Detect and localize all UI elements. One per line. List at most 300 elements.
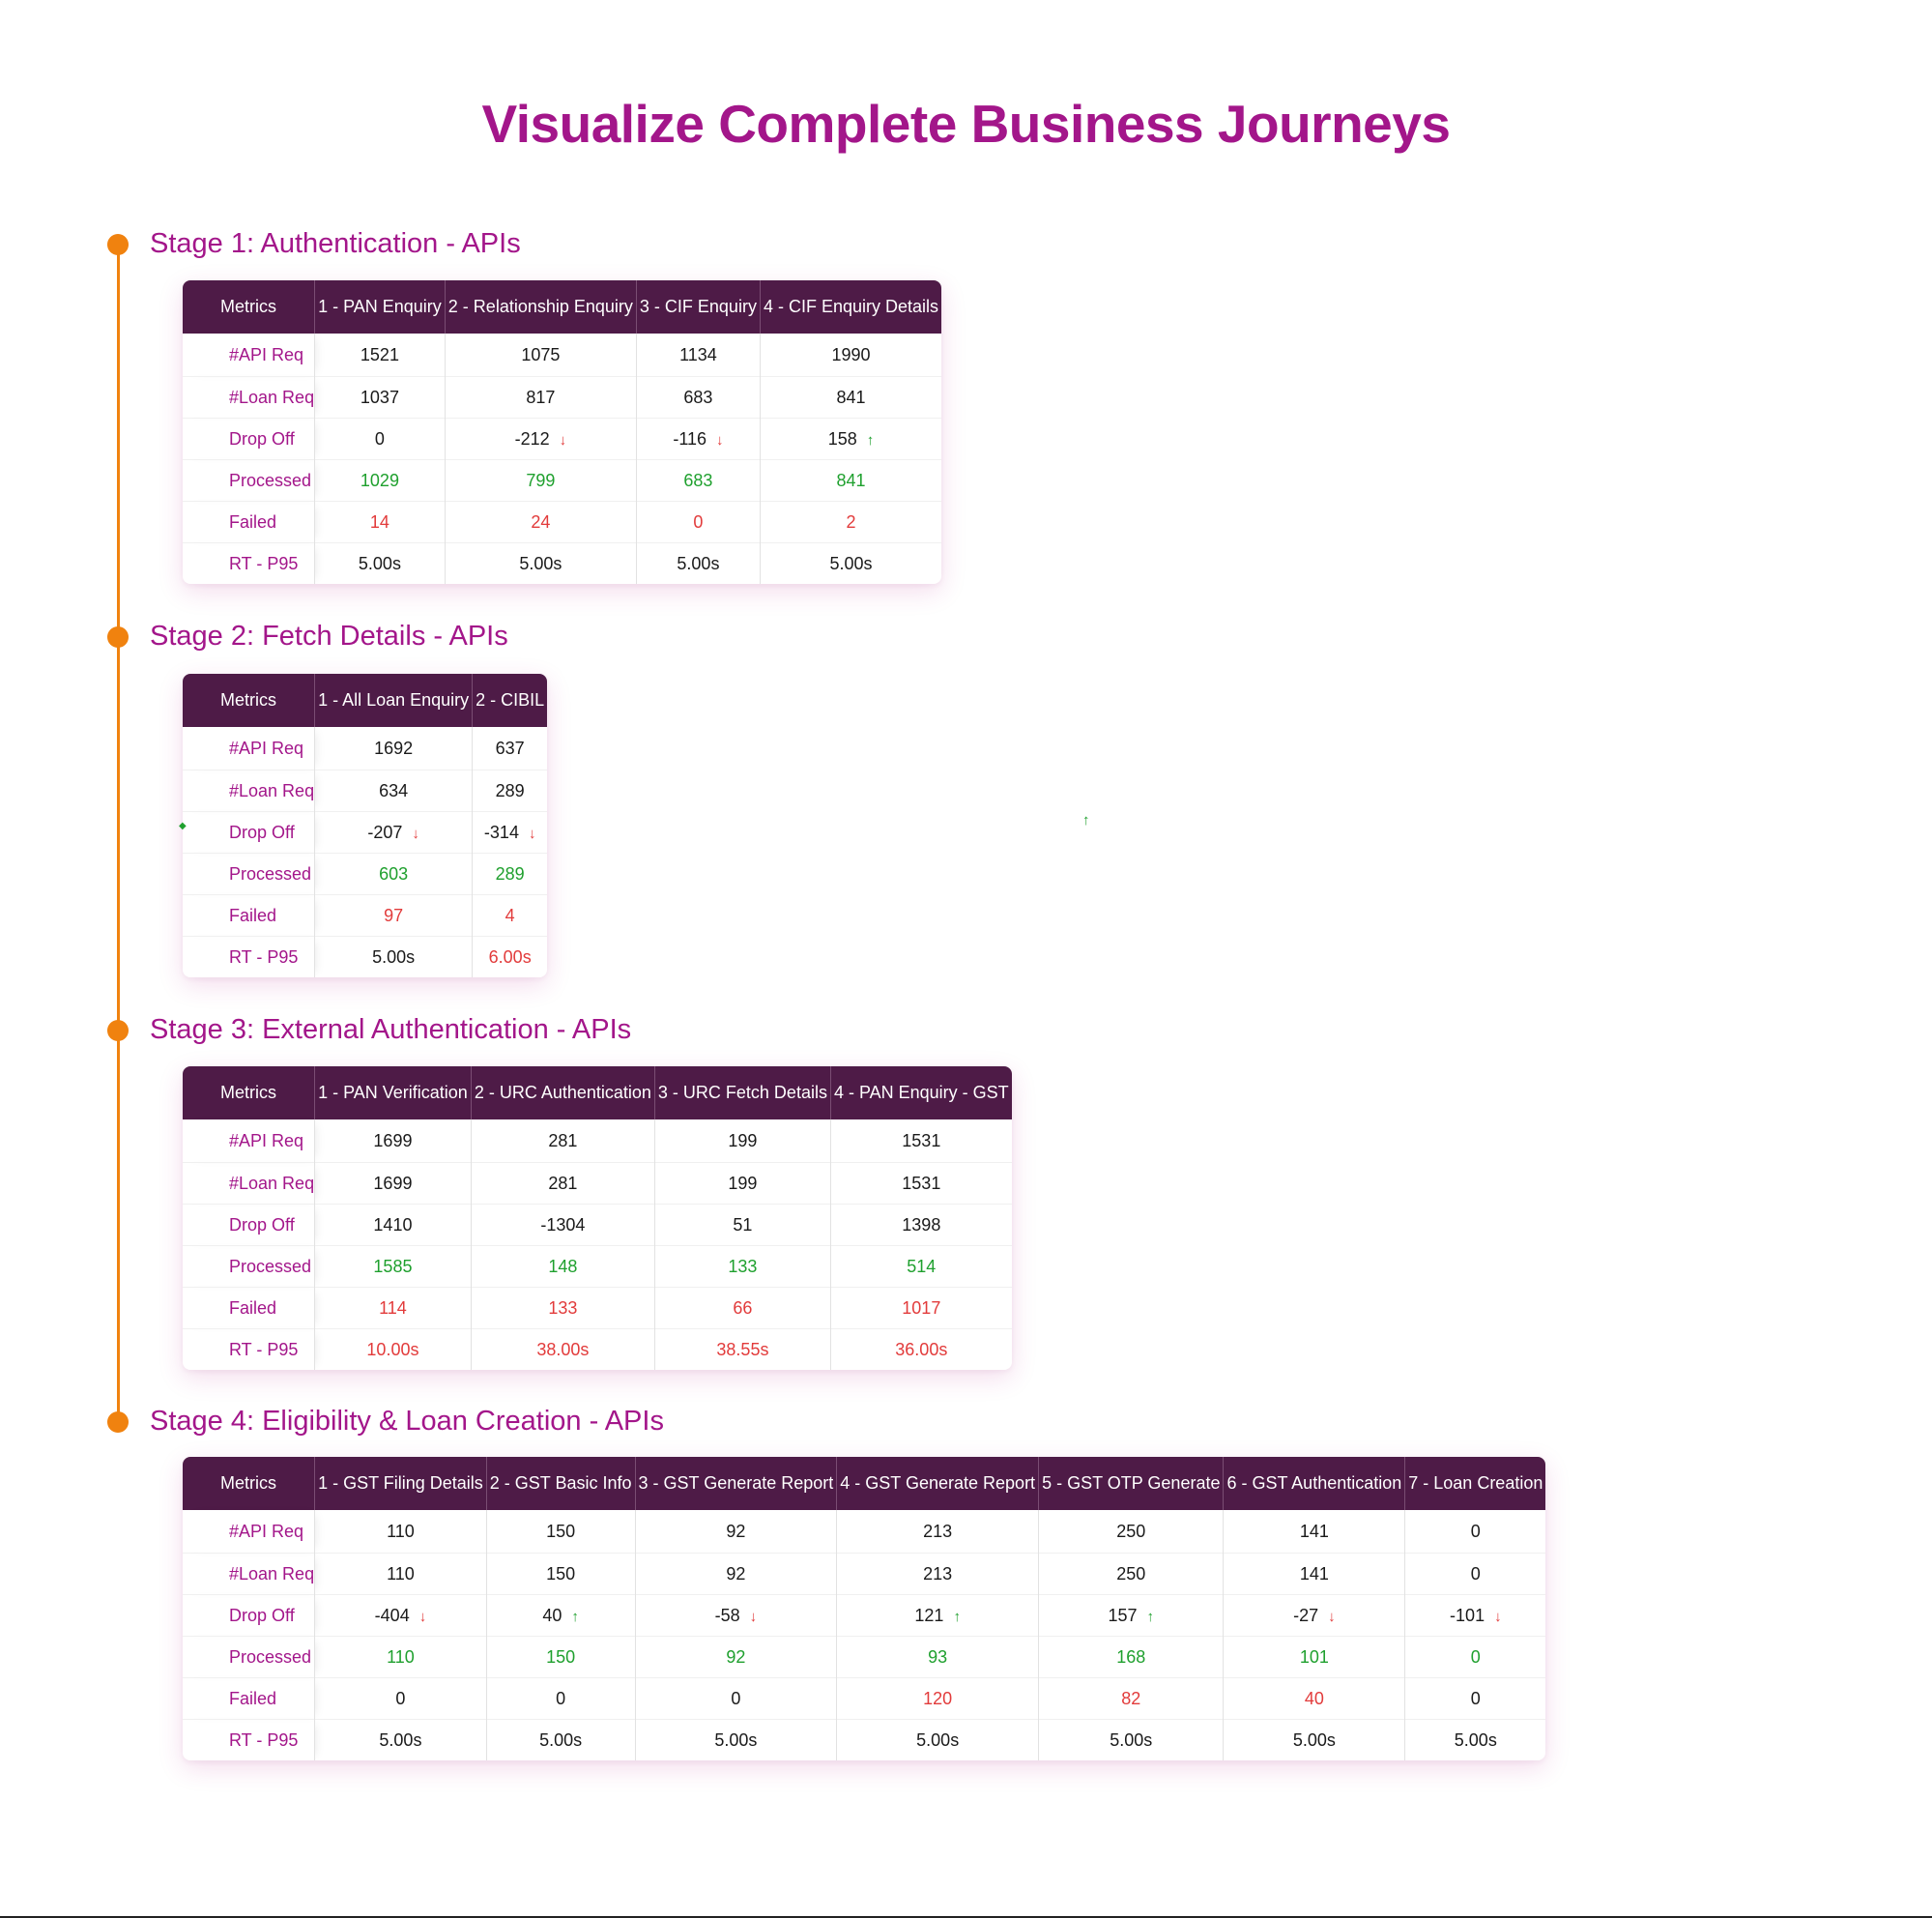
metric-label: RT - P95	[183, 1720, 315, 1761]
cell-value: 92	[726, 1563, 746, 1584]
table-cell	[636, 543, 760, 585]
table-cell	[837, 1637, 1039, 1678]
table-cell	[654, 1329, 830, 1371]
cell-value: 92	[726, 1646, 746, 1667]
table-cell	[471, 1246, 654, 1288]
stage-2-metrics-table	[183, 674, 547, 977]
cell-value: 799	[526, 470, 556, 490]
table-row	[183, 727, 547, 770]
cell-value: 634	[379, 780, 409, 800]
cell-value: 281	[548, 1173, 578, 1193]
cell-value: -404	[374, 1605, 410, 1625]
table-cell	[837, 1678, 1039, 1720]
cell-value: 1990	[831, 344, 871, 364]
table-cell	[1039, 1510, 1224, 1554]
column-header-2-relationship-enquiry: 2 - Relationship Enquiry	[445, 280, 636, 334]
table-cell	[1224, 1554, 1405, 1595]
cell-value: 120	[923, 1688, 953, 1708]
column-header-metrics: Metrics	[183, 674, 315, 727]
table-cell	[830, 1205, 1011, 1246]
table-cell	[473, 895, 548, 937]
table-cell	[315, 1554, 487, 1595]
table-cell	[1224, 1678, 1405, 1720]
table-cell	[760, 543, 941, 585]
table-cell	[473, 812, 548, 854]
cell-value: 0	[556, 1688, 566, 1708]
column-header-3-gst-generate-report: 3 - GST Generate Report	[635, 1457, 837, 1510]
table-cell	[760, 419, 941, 460]
table-cell	[1039, 1720, 1224, 1761]
cell-value: 213	[923, 1563, 953, 1584]
table-row	[183, 770, 547, 812]
cell-value: 82	[1121, 1688, 1141, 1708]
cell-value: 150	[546, 1563, 576, 1584]
cell-value: 1134	[679, 344, 717, 364]
table-row	[183, 1329, 1012, 1371]
cell-value: 168	[1116, 1646, 1146, 1667]
table-cell	[473, 937, 548, 978]
metric-label: #API Req	[183, 1119, 315, 1163]
table-cell	[445, 419, 636, 460]
arrow-down-icon: ↓	[749, 1608, 758, 1625]
column-header-metrics: Metrics	[183, 1066, 315, 1119]
arrow-up-icon: ↑	[1082, 812, 1090, 828]
column-header-7-loan-creation: 7 - Loan Creation	[1405, 1457, 1546, 1510]
metric-label: #Loan Req	[183, 1163, 315, 1205]
table-cell	[473, 854, 548, 895]
cell-value: 0	[1470, 1688, 1481, 1708]
column-header-4-cif-enquiry-details: 4 - CIF Enquiry Details	[760, 280, 941, 334]
table-cell	[837, 1510, 1039, 1554]
table-cell	[315, 1678, 487, 1720]
table-cell	[315, 1205, 472, 1246]
arrow-up-icon: ↑	[866, 431, 875, 449]
cell-value: 97	[384, 905, 404, 925]
table-cell	[837, 1720, 1039, 1761]
arrow-up-icon: ↑	[1146, 1608, 1155, 1625]
table-cell	[760, 460, 941, 502]
cell-value: 40	[542, 1605, 562, 1625]
column-header-1-gst-filing-details: 1 - GST Filing Details	[315, 1457, 487, 1510]
table-cell	[315, 1119, 472, 1163]
table-cell	[830, 1119, 1011, 1163]
metric-label: RT - P95	[183, 937, 315, 978]
cell-value: 5.00s	[1292, 1729, 1336, 1750]
table-cell	[635, 1554, 837, 1595]
cell-value: -101	[1450, 1605, 1485, 1625]
table-cell	[315, 1329, 472, 1371]
cell-value: 841	[836, 387, 866, 407]
arrow-down-icon: ↓	[716, 431, 724, 449]
table-cell	[486, 1510, 635, 1554]
table-row	[183, 377, 941, 419]
stage-4-title: Stage 4: Eligibility & Loan Creation - APIs	[150, 1406, 664, 1437]
arrow-down-icon: ↓	[1494, 1608, 1502, 1625]
table-cell	[1039, 1637, 1224, 1678]
metric-label: #API Req	[183, 1510, 315, 1554]
cell-value: 0	[395, 1688, 406, 1708]
cell-value: 110	[387, 1646, 415, 1667]
arrow-up-icon: ↑	[953, 1608, 961, 1625]
table-cell	[315, 1163, 472, 1205]
table-row	[183, 502, 941, 543]
cell-value: -116	[673, 428, 707, 449]
table-cell	[315, 1720, 487, 1761]
stage-4-metrics-table	[183, 1457, 1545, 1760]
table-row	[183, 1246, 1012, 1288]
table-cell	[486, 1678, 635, 1720]
cell-value: 0	[731, 1688, 741, 1708]
drop-off-marker-icon: ◆	[179, 821, 187, 831]
cell-value: 5.00s	[358, 553, 401, 573]
table-cell	[315, 1595, 487, 1637]
arrow-down-icon: ↓	[412, 825, 419, 842]
table-cell	[315, 334, 446, 377]
arrow-up-icon: ↑	[571, 1608, 579, 1625]
cell-value: 289	[495, 780, 525, 800]
table-cell	[1405, 1595, 1546, 1637]
table-cell	[315, 727, 473, 770]
cell-value: 0	[1470, 1521, 1481, 1541]
cell-value: 250	[1116, 1521, 1146, 1541]
table-row	[183, 1119, 1012, 1163]
cell-value: 1029	[360, 470, 399, 490]
table-cell	[837, 1595, 1039, 1637]
table-row	[183, 460, 941, 502]
cell-value: 101	[1299, 1646, 1329, 1667]
cell-value: 38.55s	[716, 1339, 769, 1359]
cell-value: 51	[733, 1214, 753, 1235]
cell-value: 110	[387, 1521, 415, 1541]
table-cell	[1405, 1510, 1546, 1554]
cell-value: 36.00s	[895, 1339, 948, 1359]
stage-1-title: Stage 1: Authentication - APIs	[150, 228, 521, 259]
table-cell	[315, 812, 473, 854]
cell-value: 114	[379, 1297, 407, 1318]
cell-value: 199	[728, 1173, 758, 1193]
cell-value: 4	[505, 905, 515, 925]
arrow-down-icon: ↓	[528, 825, 536, 842]
table-cell	[635, 1510, 837, 1554]
metric-label: #API Req	[183, 334, 315, 377]
cell-value: 250	[1116, 1563, 1146, 1584]
cell-value: 637	[495, 738, 525, 758]
table-cell	[445, 502, 636, 543]
table-cell	[1224, 1595, 1405, 1637]
cell-value: 141	[1299, 1563, 1329, 1584]
table-cell	[471, 1205, 654, 1246]
table-cell	[1405, 1554, 1546, 1595]
cell-value: 1398	[902, 1214, 941, 1235]
table-row	[183, 419, 941, 460]
metric-label: Failed	[183, 1678, 315, 1720]
table-cell	[654, 1288, 830, 1329]
metric-label: #Loan Req	[183, 770, 315, 812]
timeline-dot-icon	[107, 234, 129, 255]
metric-label: #Loan Req	[183, 1554, 315, 1595]
metric-label: Processed	[183, 854, 315, 895]
cell-value: 5.00s	[1110, 1729, 1153, 1750]
cell-value: 1075	[521, 344, 561, 364]
cell-value: 66	[733, 1297, 753, 1318]
table-row	[183, 854, 547, 895]
metric-label: Drop Off	[183, 419, 315, 460]
stage-1-metrics-table	[183, 280, 941, 584]
arrow-down-icon: ↓	[559, 431, 567, 449]
metric-label: Drop Off	[183, 1205, 315, 1246]
column-header-2-cibil: 2 - CIBIL	[473, 674, 548, 727]
cell-value: 5.00s	[714, 1729, 758, 1750]
table-row	[183, 812, 547, 854]
cell-value: -314	[483, 822, 519, 842]
cell-value: -27	[1293, 1605, 1319, 1625]
table-cell	[445, 460, 636, 502]
table-cell	[315, 937, 473, 978]
stage-3-title: Stage 3: External Authentication - APIs	[150, 1014, 632, 1045]
column-header-metrics: Metrics	[183, 280, 315, 334]
metric-label: Processed	[183, 460, 315, 502]
table-row	[183, 895, 547, 937]
table-cell	[486, 1554, 635, 1595]
cell-value: 1037	[360, 387, 399, 407]
cell-value: 5.00s	[916, 1729, 960, 1750]
cell-value: 683	[683, 387, 713, 407]
table-row	[183, 1720, 1545, 1761]
cell-value: 1585	[373, 1256, 413, 1276]
cell-value: 148	[548, 1256, 578, 1276]
cell-value: 6.00s	[488, 946, 532, 967]
cell-value: -207	[367, 822, 403, 842]
column-header-1-pan-enquiry: 1 - PAN Enquiry	[315, 280, 446, 334]
column-header-3-urc-fetch-details: 3 - URC Fetch Details	[654, 1066, 830, 1119]
cell-value: 5.00s	[372, 946, 416, 967]
column-header-6-gst-authentication: 6 - GST Authentication	[1224, 1457, 1405, 1510]
cell-value: 841	[836, 470, 866, 490]
table-cell	[636, 502, 760, 543]
table-cell	[837, 1554, 1039, 1595]
table-cell	[654, 1163, 830, 1205]
cell-value: 1699	[373, 1173, 413, 1193]
table-cell	[1039, 1554, 1224, 1595]
cell-value: 5.00s	[379, 1729, 422, 1750]
table-cell	[1224, 1510, 1405, 1554]
table-cell	[315, 543, 446, 585]
table-cell	[486, 1595, 635, 1637]
table-cell	[315, 1246, 472, 1288]
metric-label: RT - P95	[183, 1329, 315, 1371]
table-cell	[486, 1637, 635, 1678]
table-cell	[635, 1720, 837, 1761]
table-cell	[636, 377, 760, 419]
table-cell	[471, 1329, 654, 1371]
cell-value: 10.00s	[366, 1339, 419, 1359]
table-cell	[1405, 1720, 1546, 1761]
table-cell	[830, 1246, 1011, 1288]
table-cell	[315, 1510, 487, 1554]
metric-label: RT - P95	[183, 543, 315, 585]
timeline-dot-icon	[107, 1411, 129, 1433]
cell-value: -212	[514, 428, 550, 449]
table-cell	[315, 854, 473, 895]
table-row	[183, 1678, 1545, 1720]
table-cell	[830, 1329, 1011, 1371]
cell-value: 0	[1470, 1563, 1481, 1584]
table-cell	[471, 1163, 654, 1205]
arrow-down-icon: ↓	[418, 1608, 427, 1625]
table-cell	[1224, 1720, 1405, 1761]
cell-value: 5.00s	[677, 553, 720, 573]
table-cell	[635, 1678, 837, 1720]
column-header-metrics: Metrics	[183, 1457, 315, 1510]
metric-label: Drop Off	[183, 1595, 315, 1637]
column-header-2-urc-authentication: 2 - URC Authentication	[471, 1066, 654, 1119]
column-header-4-pan-enquiry-gst: 4 - PAN Enquiry - GST	[830, 1066, 1011, 1119]
table-row	[183, 937, 547, 978]
cell-value: 0	[374, 428, 385, 449]
cell-value: -58	[714, 1605, 740, 1625]
table-cell	[445, 334, 636, 377]
table-cell	[760, 334, 941, 377]
metric-label: Drop Off	[183, 812, 315, 854]
table-cell	[636, 460, 760, 502]
stage-1-card	[183, 280, 941, 584]
table-cell	[1405, 1678, 1546, 1720]
table-cell	[760, 377, 941, 419]
cell-value: 141	[1299, 1521, 1329, 1541]
table-row	[183, 1637, 1545, 1678]
cell-value: 0	[1470, 1646, 1481, 1667]
table-row	[183, 1205, 1012, 1246]
column-header-4-gst-generate-report: 4 - GST Generate Report	[837, 1457, 1039, 1510]
cell-value: 5.00s	[539, 1729, 583, 1750]
column-header-5-gst-otp-generate: 5 - GST OTP Generate	[1039, 1457, 1224, 1510]
cell-value: 38.00s	[536, 1339, 590, 1359]
cell-value: 1531	[902, 1173, 941, 1193]
cell-value: 817	[526, 387, 556, 407]
table-cell	[635, 1637, 837, 1678]
table-cell	[1405, 1637, 1546, 1678]
cell-value: 24	[531, 511, 551, 532]
metric-label: Failed	[183, 502, 315, 543]
table-row	[183, 1510, 1545, 1554]
table-cell	[315, 419, 446, 460]
cell-value: 133	[548, 1297, 578, 1318]
column-header-3-cif-enquiry: 3 - CIF Enquiry	[636, 280, 760, 334]
cell-value: 1699	[373, 1130, 413, 1150]
cell-value: 5.00s	[519, 553, 562, 573]
column-header-2-gst-basic-info: 2 - GST Basic Info	[486, 1457, 635, 1510]
metric-label: Processed	[183, 1246, 315, 1288]
cell-value: 5.00s	[829, 553, 873, 573]
table-cell	[315, 377, 446, 419]
cell-value: 281	[548, 1130, 578, 1150]
table-cell	[636, 334, 760, 377]
stage-3-card	[183, 1066, 1012, 1370]
cell-value: -1304	[540, 1214, 586, 1235]
cell-value: 603	[379, 863, 409, 884]
table-cell	[315, 1288, 472, 1329]
table-cell	[654, 1205, 830, 1246]
table-cell	[635, 1595, 837, 1637]
table-cell	[486, 1720, 635, 1761]
table-row	[183, 1554, 1545, 1595]
cell-value: 150	[546, 1521, 576, 1541]
cell-value: 133	[728, 1256, 758, 1276]
table-cell	[636, 419, 760, 460]
table-row	[183, 543, 941, 585]
arrow-down-icon: ↓	[1328, 1608, 1336, 1625]
table-cell	[315, 460, 446, 502]
table-cell	[315, 502, 446, 543]
stage-2-title: Stage 2: Fetch Details - APIs	[150, 621, 508, 652]
cell-value: 683	[683, 470, 713, 490]
stage-4-card	[183, 1457, 1545, 1760]
cell-value: 93	[928, 1646, 948, 1667]
cell-value: 1410	[373, 1214, 413, 1235]
cell-value: 14	[369, 511, 389, 532]
page-title: Visualize Complete Business Journeys	[481, 94, 1451, 154]
cell-value: 1017	[902, 1297, 941, 1318]
cell-value: 199	[728, 1130, 758, 1150]
stage-3-metrics-table	[183, 1066, 1012, 1370]
table-cell	[471, 1119, 654, 1163]
metric-label: Failed	[183, 1288, 315, 1329]
table-cell	[830, 1163, 1011, 1205]
cell-value: 0	[693, 511, 704, 532]
table-cell	[1039, 1678, 1224, 1720]
table-cell	[654, 1246, 830, 1288]
timeline-dot-icon	[107, 626, 129, 648]
cell-value: 110	[387, 1563, 415, 1584]
cell-value: 1521	[360, 344, 399, 364]
cell-value: 150	[546, 1646, 576, 1667]
cell-value: 40	[1304, 1688, 1324, 1708]
table-cell	[473, 770, 548, 812]
table-cell	[1224, 1637, 1405, 1678]
table-cell	[1039, 1595, 1224, 1637]
table-cell	[654, 1119, 830, 1163]
timeline-dot-icon	[107, 1020, 129, 1041]
table-cell	[473, 727, 548, 770]
table-row	[183, 1163, 1012, 1205]
column-header-1-pan-verification: 1 - PAN Verification	[315, 1066, 472, 1119]
cell-value: 158	[827, 428, 857, 449]
cell-value: 213	[923, 1521, 953, 1541]
stage-2-card	[183, 674, 547, 977]
table-row	[183, 1288, 1012, 1329]
table-cell	[471, 1288, 654, 1329]
table-cell	[315, 895, 473, 937]
cell-value: 514	[907, 1256, 937, 1276]
cell-value: 5.00s	[1454, 1729, 1497, 1750]
column-header-1-all-loan-enquiry: 1 - All Loan Enquiry	[315, 674, 473, 727]
cell-value: 121	[914, 1605, 944, 1625]
metric-label: #Loan Req	[183, 377, 315, 419]
cell-value: 157	[1108, 1605, 1138, 1625]
journey-timeline	[117, 246, 120, 1421]
cell-value: 1531	[902, 1130, 941, 1150]
table-cell	[760, 502, 941, 543]
metric-label: #API Req	[183, 727, 315, 770]
cell-value: 289	[495, 863, 525, 884]
table-row	[183, 334, 941, 377]
table-cell	[315, 770, 473, 812]
table-cell	[445, 377, 636, 419]
cell-value: 2	[846, 511, 856, 532]
table-cell	[315, 1637, 487, 1678]
cell-value: 1692	[374, 738, 414, 758]
table-cell	[830, 1288, 1011, 1329]
